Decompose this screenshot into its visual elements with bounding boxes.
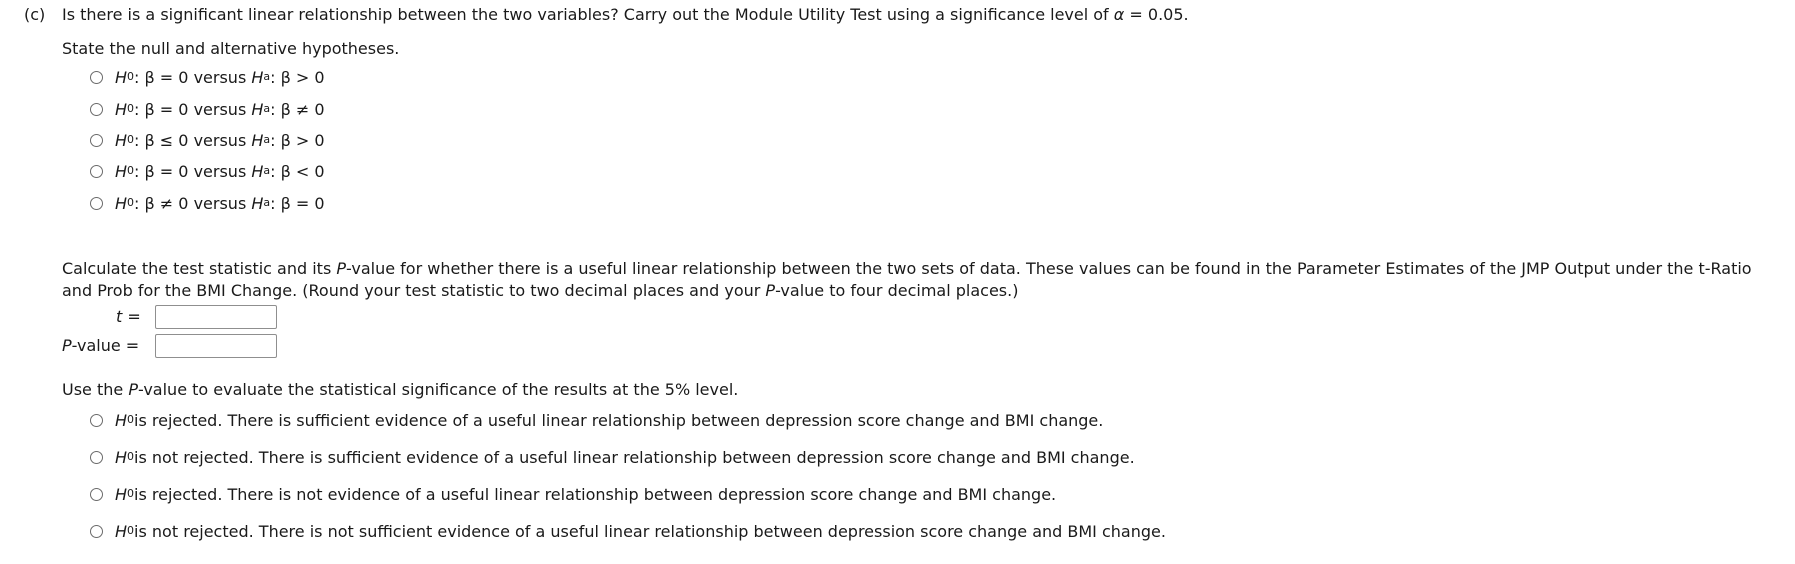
radio-button[interactable]: [90, 103, 103, 116]
null-hypothesis: : β ≤ 0: [134, 130, 189, 150]
radio-button[interactable]: [90, 525, 103, 538]
t-label: [116, 307, 146, 326]
hypothesis-option-2[interactable]: H 0 : β = 0 versus H a : β ≠ 0: [90, 98, 325, 120]
p-italic: P: [336, 259, 347, 278]
alt-hypothesis: : β < 0: [270, 161, 325, 181]
prompt-text: Use the: [62, 380, 129, 399]
radio-button[interactable]: [90, 134, 103, 147]
hypothesis-option-1[interactable]: H 0 : β = 0 versus H a : β > 0: [90, 66, 325, 88]
h-letter: H: [251, 161, 264, 181]
conclusion-option-2[interactable]: H 0 is not rejected. There is sufficient evidence of a useful linear relationship between depression score change and BMI change.: [90, 446, 1135, 468]
p-value-suffix: -value: [71, 336, 121, 355]
conclusion-prompt: [62, 380, 738, 399]
h-letter: H: [115, 410, 128, 430]
alt-hypothesis: : β ≠ 0: [270, 99, 325, 119]
conclusion-text: is rejected. There is sufficient evidence of a useful linear relationship between depression score change and BMI change.: [134, 410, 1104, 430]
h-letter: H: [251, 193, 264, 213]
conclusion-option-4[interactable]: H 0 is not rejected. There is not sufficient evidence of a useful linear relationship between depression score change and BMI change.: [90, 520, 1166, 542]
p-value-input[interactable]: [155, 334, 277, 358]
null-hypothesis: : β = 0: [134, 67, 189, 87]
radio-button[interactable]: [90, 488, 103, 501]
h-letter: H: [115, 99, 128, 119]
conclusion-option-3[interactable]: H 0 is rejected. There is not evidence of a useful linear relationship between depression score change and BMI change.: [90, 483, 1056, 505]
hypothesis-option-5[interactable]: H 0 : β ≠ 0 versus H a : β = 0: [90, 192, 325, 214]
conclusion-option-1[interactable]: H 0 is rejected. There is sufficient evidence of a useful linear relationship between depression score change and BMI change.: [90, 409, 1103, 431]
part-label: (c): [24, 5, 46, 24]
null-hypothesis: : β = 0: [134, 161, 189, 181]
p-value-label: [62, 336, 144, 355]
alt-hypothesis: : β > 0: [270, 67, 325, 87]
h-letter: H: [115, 161, 128, 181]
null-hypothesis: : β ≠ 0: [134, 193, 189, 213]
alt-hypothesis: : β > 0: [270, 130, 325, 150]
calc-text: -value to four decimal places.): [775, 281, 1019, 300]
calculation-instructions: [62, 258, 1782, 302]
hypothesis-option-3[interactable]: H 0 : β ≤ 0 versus H a : β > 0: [90, 129, 325, 151]
prompt-text: -value to evaluate the statistical significance of the results at the 5% level.: [137, 380, 739, 399]
t-symbol: t: [116, 307, 123, 326]
h-letter: H: [115, 193, 128, 213]
p-italic: P: [128, 380, 138, 399]
radio-button[interactable]: [90, 165, 103, 178]
versus-text: versus: [188, 67, 252, 87]
h-letter: H: [251, 99, 264, 119]
conclusion-text: is rejected. There is not evidence of a useful linear relationship between depression score change and BMI change.: [134, 484, 1057, 504]
radio-button[interactable]: [90, 197, 103, 210]
h-letter: H: [251, 67, 264, 87]
calc-text: Calculate the test statistic and its: [62, 259, 337, 278]
hypothesis-option-4[interactable]: H 0 : β = 0 versus H a : β < 0: [90, 160, 325, 182]
h-letter: H: [115, 484, 128, 504]
h-letter: H: [115, 447, 128, 467]
p-italic: P: [62, 336, 72, 355]
alpha-value: = 0.05.: [1124, 5, 1189, 24]
conclusion-text: is not rejected. There is sufficient evidence of a useful linear relationship between depression score change and BMI change.: [134, 447, 1135, 467]
equals-sign: =: [120, 336, 145, 355]
question-body: Is there is a significant linear relationship between the two variables? Carry out the Module Utility Test using a significance level of: [62, 5, 1109, 24]
versus-text: versus: [188, 193, 252, 213]
versus-text: versus: [188, 130, 252, 150]
p-italic: P: [765, 281, 776, 300]
t-statistic-input[interactable]: [155, 305, 277, 329]
alt-hypothesis: : β = 0: [270, 193, 325, 213]
h-letter: H: [251, 130, 264, 150]
radio-button[interactable]: [90, 451, 103, 464]
radio-button[interactable]: [90, 71, 103, 84]
question-text: [62, 5, 1189, 24]
h-letter: H: [115, 130, 128, 150]
h-letter: H: [115, 521, 128, 541]
null-hypothesis: : β = 0: [134, 99, 189, 119]
radio-button[interactable]: [90, 414, 103, 427]
versus-text: versus: [188, 99, 252, 119]
equals-sign: =: [122, 307, 146, 326]
alpha-symbol: α: [1113, 5, 1125, 24]
versus-text: versus: [188, 161, 252, 181]
h-letter: H: [115, 67, 128, 87]
hypotheses-prompt: State the null and alternative hypotheses.: [62, 39, 400, 58]
calc-text: -value for whether there is a useful linear relationship between the two sets of data. These values can be found in the Parameter Estimates of the JMP Output under the t-Ratio and Prob for the BMI Change. (Round your test statistic to two decimal places and your: [62, 259, 1752, 300]
conclusion-text: is not rejected. There is not sufficient evidence of a useful linear relationship between depression score change and BMI change.: [134, 521, 1166, 541]
